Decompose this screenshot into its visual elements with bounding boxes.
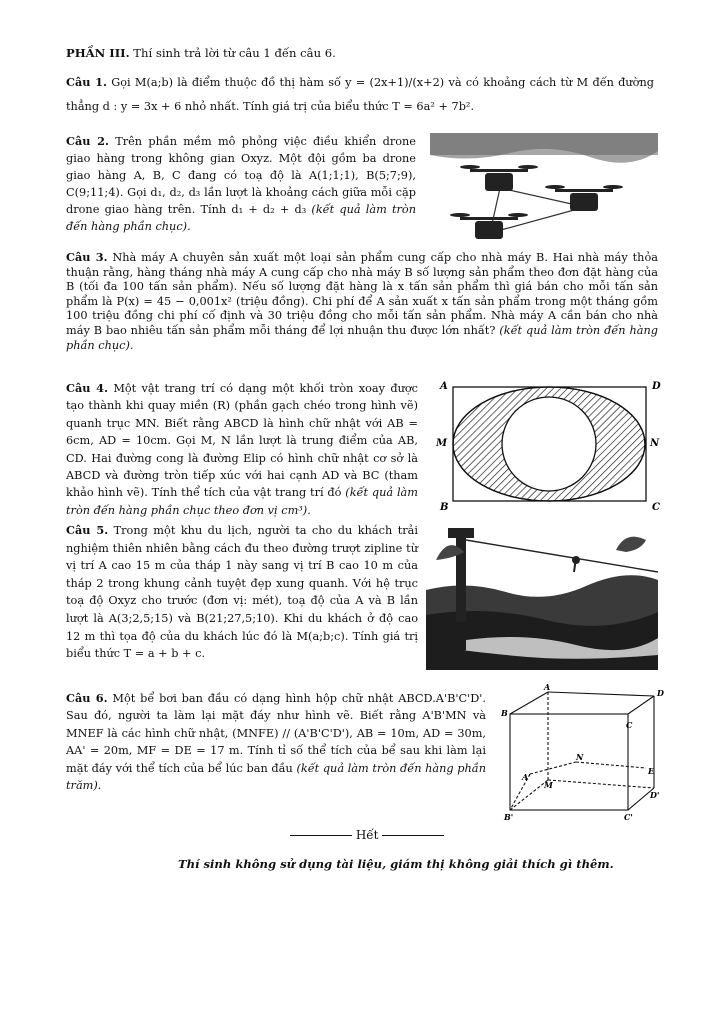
question-6 (66, 690, 486, 794)
label-B: B (440, 502, 449, 513)
question-1 (66, 70, 654, 119)
end-marker (290, 828, 444, 842)
label-B: B (501, 708, 508, 718)
question-4 (66, 380, 418, 519)
label-A: A (440, 381, 448, 392)
question-text: Gọi M(a;b) là điểm thuộc đồ thị hàm số y = (2x+1)/(x+2) và có khoảng cách từ M đến đường thẳng d : y = 3x + 6 nhỏ nhất. Tính giá trị của biểu thức T = 6a² + 7b². (66, 76, 654, 113)
label-C: C (626, 720, 633, 730)
label-C: C (652, 502, 660, 513)
label-A: A (544, 684, 551, 692)
question-text: Một bể bơi ban đầu có dạng hình hộp chữ nhật ABCD.A'B'C'D'. Sau đó, người ta làm lại mặt đáy như hình vẽ. Biết rằng A'B'MN và MNEF là các hình chữ nhật, (MNFE) // (A'B'C'D'), AB = 10m, AD = 30m, AA' = 20m, MF = DE = 17 m. Tính tỉ số thể tích của bể sau khi làm lại mặt đáy với thể tích của bể lúc ban đầu (66, 692, 486, 775)
question-text: Một vật trang trí có dạng một khối tròn xoay được tạo thành khi quay miền (R) (phần gạch chéo trong hình vẽ) quanh trục MN. Biết rằng ABCD là hình chữ nhật với AB = 6cm, AD = 10cm. Gọi M, N lần lượt là trung điểm của AB, CD. Hai đường cong là đường Elip có hình chữ nhật cơ sở là ABCD và đường tròn tiếp xúc với hai cạnh AD và BC (tham khảo hình vẽ). Tính thể tích của vật trang trí đó (66, 382, 419, 500)
label-E: E (648, 766, 655, 776)
question-label: Câu 4. (66, 381, 108, 395)
question-note: (kết quả làm tròn đến hàng phần trăm). (66, 761, 486, 793)
drone-illustration (430, 133, 658, 251)
label-N: N (650, 438, 660, 449)
question-5 (66, 522, 418, 663)
label-B-prime: B' (504, 812, 514, 822)
zipline-illustration (426, 520, 658, 670)
end-text: Hết (355, 828, 379, 842)
label-M: M (436, 438, 448, 449)
label-D-prime: D' (650, 790, 660, 800)
ellipse-figure (436, 378, 664, 514)
section-label: PHẦN III. (66, 46, 130, 60)
label-A-prime: A' (522, 772, 531, 782)
footer-note: Thí sinh không sử dụng tài liệu, giám thị không giải thích gì thêm. (178, 857, 614, 871)
section-instruction: Thí sinh trả lời từ câu 1 đến câu 6. (133, 46, 336, 60)
label-N: N (576, 752, 584, 762)
question-label: Câu 1. (66, 75, 107, 89)
label-D: D (652, 381, 661, 392)
label-D: D (657, 688, 664, 698)
label-M: M (544, 780, 553, 790)
pool-box-figure (496, 684, 666, 824)
question-text: Trên phần mềm mô phỏng việc điều khiển drone giao hàng trong không gian Oxyz. Một đội gồm ba drone giao hàng A, B, C đang có toạ độ là A(1;1;1), B(5;7;9), C(9;11;4). Gọi d₁, d₂, d₃ lần lượt là khoảng cách giữa mỗi cặp drone giao hàng trên. Tính d₁ + d₂ + d₃ (66, 135, 416, 216)
question-label: Câu 5. (66, 523, 109, 537)
section-header (66, 46, 336, 60)
question-label: Câu 2. (66, 134, 109, 148)
question-note: (kết quả làm tròn đến hàng phần chục theo đơn vị cm³). (66, 486, 419, 517)
question-text: Trong một khu du lịch, người ta cho du khách trải nghiệm thiên nhiên bằng cách đu theo đường trượt zipline từ vị trí A cao 15 m của tháp 1 này sang vị trí B cao 10 m của tháp 2 trong khung cảnh tuyệt đẹp xung quanh. Với hệ trục toạ độ Oxyz cho trước (đơn vị: mét), toạ độ của A và B lần lượt là A(3;2,5;15) và B(21;27,5;10). Khi du khách ở độ cao 12 m thì tọa độ của du khách lúc đó là M(a;b;c). Tính giá trị biểu thức T = a + b + c. (66, 524, 418, 661)
question-note: (kết quả làm tròn đến hàng phần chục). (66, 203, 416, 233)
question-label: Câu 6. (66, 691, 108, 705)
question-text: Nhà máy A chuyên sản xuất một loại sản phẩm cung cấp cho nhà máy B. Hai nhà máy thỏa thuận rằng, hàng tháng nhà máy A cung cấp cho nhà máy B số lượng sản phẩm theo đơn đặt hàng của B (tối đa 100 tấn sản phẩm). Nếu số lượng đặt hàng là x tấn sản phẩm thì giá bán cho mỗi tấn sản phẩm là P(x) = 45 − 0,001x² (triệu đồng). Chi phí để A sản xuất x tấn sản phẩm trong một tháng gồm 100 triệu đồng chi phí cố định và 30 triệu đồng cho mỗi tấn sản phẩm. Nhà máy A cần bán cho nhà máy B bao nhiêu tấn sản phẩm mỗi tháng để lợi nhuận thu được lớn nhất? (66, 251, 658, 337)
question-note: (kết quả làm tròn đến hàng phần chục). (66, 323, 659, 352)
question-label: Câu 3. (66, 250, 108, 264)
label-C-prime: C' (624, 812, 633, 822)
question-3 (66, 250, 658, 353)
question-2 (66, 133, 416, 235)
